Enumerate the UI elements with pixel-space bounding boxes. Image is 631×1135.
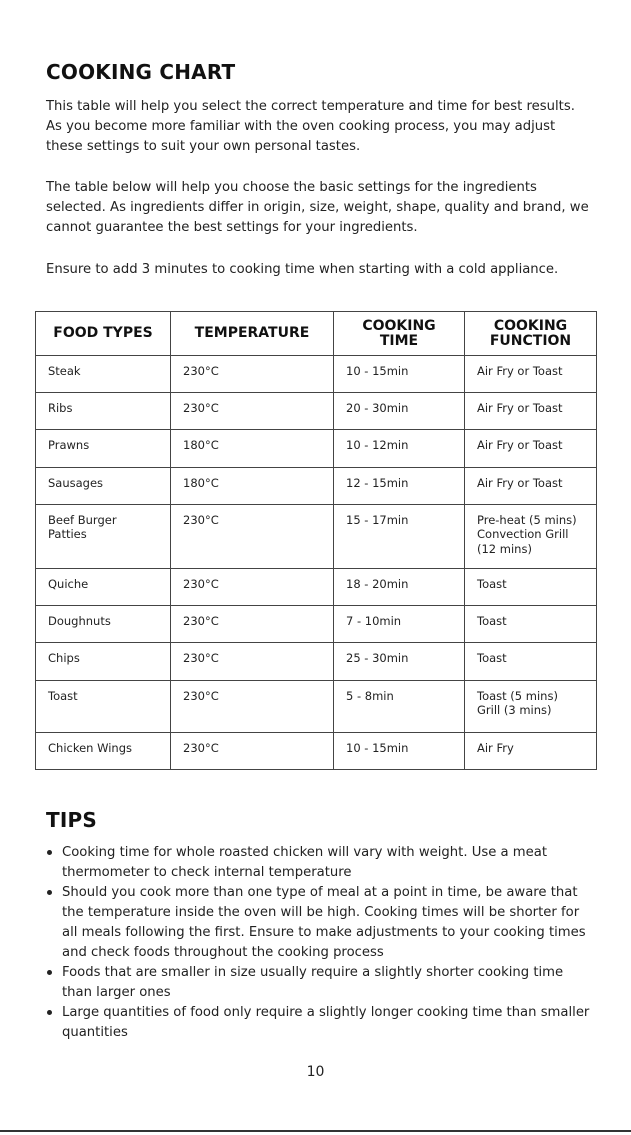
list-item	[46, 963, 591, 1003]
food-type-cell: Toast	[36, 680, 171, 732]
food-type-cell: Ribs	[36, 393, 171, 430]
tip-text: Foods that are smaller in size usually require a slightly shorter cooking time than larger ones	[62, 965, 564, 1000]
cooking-time-cell: 15 - 17min	[334, 504, 465, 568]
temperature-cell: 230°C	[171, 606, 334, 643]
intro-paragraph: This table will help you select the correct temperature and time for best results. As you become more familiar with the oven cooking process, you may adjust these settings to suit your own personal tastes.	[46, 99, 575, 154]
cooking-time-cell: 18 - 20min	[334, 568, 465, 605]
temperature-cell: 230°C	[171, 643, 334, 680]
cooking-time-cell: 5 - 8min	[334, 680, 465, 732]
cooking-time-cell: 10 - 15min	[334, 356, 465, 393]
header-food-types: FOOD TYPES	[36, 312, 171, 356]
food-type-cell: Chicken Wings	[36, 732, 171, 769]
cooking-time-cell: 7 - 10min	[334, 606, 465, 643]
table-row	[36, 732, 597, 769]
bullet-icon	[47, 850, 52, 855]
page-number: 10	[306, 1064, 325, 1080]
list-item	[46, 883, 591, 963]
cooking-chart-table	[35, 311, 597, 770]
tips-list	[46, 843, 591, 1043]
food-type-cell: Beef Burger Patties	[36, 504, 171, 568]
table-row	[36, 606, 597, 643]
tips-title: TIPS	[46, 808, 97, 832]
temperature-cell: 180°C	[171, 430, 334, 467]
cooking-function-cell: Air Fry or Toast	[465, 430, 597, 467]
cooking-function-cell: Pre-heat (5 mins) Convection Grill (12 mins)	[465, 504, 597, 568]
list-item	[46, 1003, 591, 1043]
table-row	[36, 568, 597, 605]
temperature-cell: 180°C	[171, 467, 334, 504]
temperature-cell: 230°C	[171, 680, 334, 732]
header-cooking-function: COOKING FUNCTION	[465, 312, 597, 356]
table-row	[36, 393, 597, 430]
tip-text: Large quantities of food only require a slightly longer cooking time than smaller quantities	[62, 1005, 590, 1040]
cooking-function-cell: Air Fry or Toast	[465, 356, 597, 393]
temperature-cell: 230°C	[171, 504, 334, 568]
food-type-cell: Chips	[36, 643, 171, 680]
cooking-chart-title: COOKING CHART	[46, 60, 236, 84]
cooking-time-cell: 12 - 15min	[334, 467, 465, 504]
cooking-time-cell: 10 - 12min	[334, 430, 465, 467]
bottom-divider	[0, 1130, 631, 1132]
food-type-cell: Quiche	[36, 568, 171, 605]
cooking-function-cell: Air Fry	[465, 732, 597, 769]
bullet-icon	[47, 970, 52, 975]
food-type-cell: Steak	[36, 356, 171, 393]
header-temperature: TEMPERATURE	[171, 312, 334, 356]
cooking-time-cell: 25 - 30min	[334, 643, 465, 680]
table-row	[36, 430, 597, 467]
tip-text: Cooking time for whole roasted chicken will vary with weight. Use a meat thermometer to check internal temperature	[62, 845, 548, 880]
cooking-function-cell: Toast	[465, 568, 597, 605]
cooking-function-cell: Toast	[465, 606, 597, 643]
bullet-icon	[47, 1010, 52, 1015]
table-row	[36, 467, 597, 504]
temperature-cell: 230°C	[171, 732, 334, 769]
food-type-cell: Prawns	[36, 430, 171, 467]
table-row	[36, 356, 597, 393]
settings-paragraph: The table below will help you choose the basic settings for the ingredients selected. As ingredients differ in origin, size, weight, shape, quality and brand, we cannot guarantee the best settings for your ingredients.	[46, 180, 589, 235]
cold-start-paragraph: Ensure to add 3 minutes to cooking time when starting with a cold appliance.	[46, 262, 559, 277]
table-header-row	[36, 312, 597, 356]
temperature-cell: 230°C	[171, 393, 334, 430]
cooking-function-cell: Toast (5 mins) Grill (3 mins)	[465, 680, 597, 732]
list-item	[46, 843, 591, 883]
cooking-function-cell: Air Fry or Toast	[465, 393, 597, 430]
table-row	[36, 680, 597, 732]
cooking-function-cell: Air Fry or Toast	[465, 467, 597, 504]
food-type-cell: Doughnuts	[36, 606, 171, 643]
food-type-cell: Sausages	[36, 467, 171, 504]
table-row	[36, 643, 597, 680]
tip-text: Should you cook more than one type of meal at a point in time, be aware that the temperature inside the oven will be high. Cooking times will be shorter for all meals following the first. Ensure to make adjustments to your cooking times and check foods throughout the cooking process	[62, 885, 586, 960]
table-row	[36, 504, 597, 568]
bullet-icon	[47, 890, 52, 895]
temperature-cell: 230°C	[171, 356, 334, 393]
cooking-time-cell: 10 - 15min	[334, 732, 465, 769]
cooking-time-cell: 20 - 30min	[334, 393, 465, 430]
cooking-function-cell: Toast	[465, 643, 597, 680]
temperature-cell: 230°C	[171, 568, 334, 605]
header-cooking-time: COOKING TIME	[334, 312, 465, 356]
